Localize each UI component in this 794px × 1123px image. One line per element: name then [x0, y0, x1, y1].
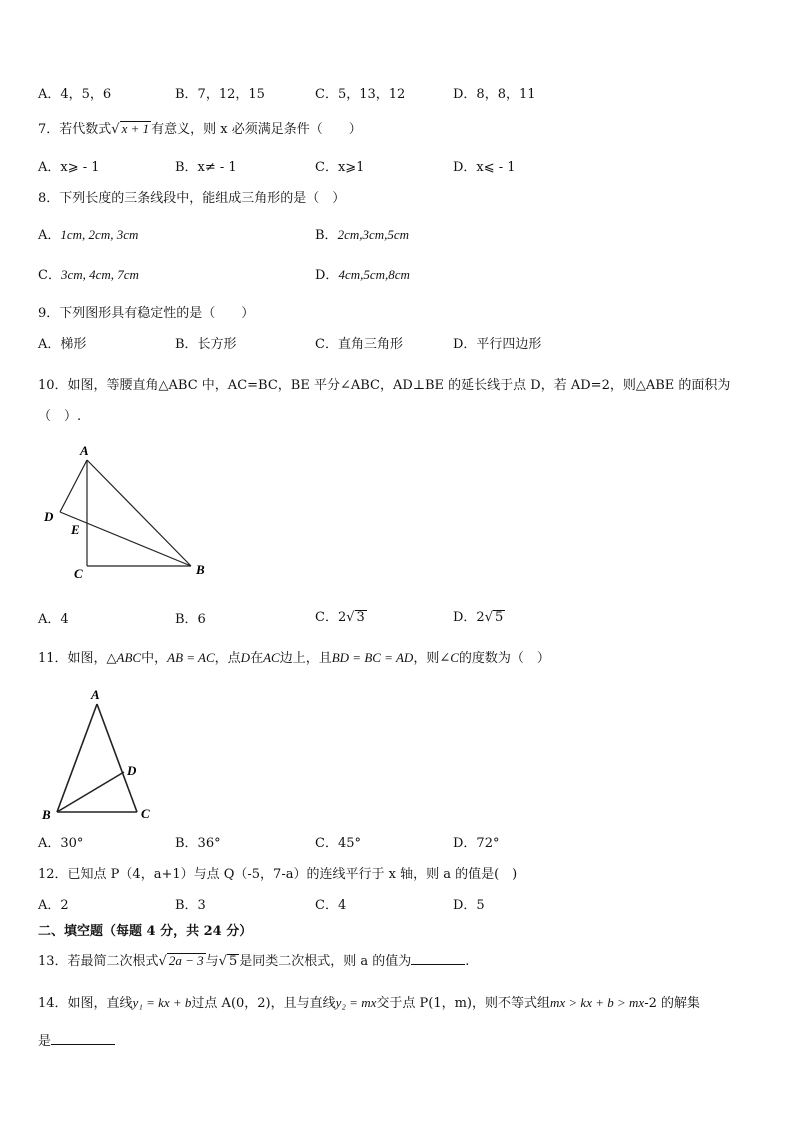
q6-option-b: B．7，12，15 — [175, 87, 265, 102]
q10-label-c: C — [74, 566, 83, 581]
q11-option-c: C．45° — [315, 836, 361, 851]
q11-label-a: A — [91, 687, 100, 702]
q6-option-d: D．8，8，11 — [453, 87, 536, 102]
q6-option-c: C．5，13，12 — [315, 87, 406, 102]
q11-label-c: C — [141, 806, 150, 821]
q11-stem: 11．如图，△ABC中，AB = AC，点D在AC边上，且BD = BC = AD，则∠C的度数为（ ） — [38, 650, 550, 666]
q13-answer-blank[interactable] — [411, 952, 465, 965]
q10-label-b: B — [196, 562, 205, 577]
q9-option-b: B．长方形 — [175, 337, 237, 352]
q7-option-c: C．x⩾1 — [315, 160, 365, 175]
q12-stem: 12．已知点 P（4，a+1）与点 Q（-5，7-a）的连线平行于 x 轴，则 a 的值是( ) — [38, 867, 518, 882]
q11-figure — [38, 682, 168, 827]
q10-figure — [38, 440, 228, 585]
q14-stem: 14．如图，直线y₁ = kx + b过点 A(0，2)，且与直线y₂ = mx交于点 P(1，m)，则不等式组mx > kx + b > mx-2 的解集 — [38, 995, 700, 1011]
q12-option-b: B．3 — [175, 898, 206, 913]
q9-option-d: D．平行四边形 — [453, 337, 542, 352]
q10-option-c: C．2√ 3 — [315, 610, 365, 625]
q10-stem: 10．如图，等腰直角△ABC 中，AC=BC，BE 平分∠ABC，AD⊥BE 的延长线于点 D，若 AD=2，则△ABE 的面积为 — [38, 378, 731, 393]
q8-option-c: C．3cm, 4cm, 7cm — [38, 267, 139, 283]
q10-label-a: A — [80, 443, 89, 458]
q7-suffix: 有意义，则 x 必须满足条件（ ） — [151, 122, 362, 137]
q8-option-b: B．2cm,3cm,5cm — [315, 227, 410, 243]
q10-option-b: B．6 — [175, 612, 206, 627]
q12-option-d: D．5 — [453, 898, 485, 913]
q14-answer-blank[interactable] — [51, 1032, 115, 1045]
section-fill-in-title: 二、填空题（每题 4 分，共 24 分） — [38, 924, 253, 939]
q12-option-c: C．4 — [315, 898, 347, 913]
q9-option-c: C．直角三角形 — [315, 337, 403, 352]
q7-stem — [38, 118, 362, 137]
q11-option-d: D．72° — [453, 836, 500, 851]
q10-label-e: E — [71, 522, 80, 537]
q11-option-a: A．30° — [38, 836, 84, 851]
q8-stem: 8．下列长度的三条线段中，能组成三角形的是（ ） — [38, 191, 346, 206]
q10-option-d: D．2√ 5 — [453, 610, 504, 625]
q7-radical: √ x + 1 — [111, 121, 150, 137]
q9-stem: 9．下列图形具有稳定性的是（ ） — [38, 306, 255, 321]
q10-stem-cont: （ ）. — [38, 409, 82, 424]
q12-option-a: A．2 — [38, 898, 69, 913]
q13-stem: 13．若最简二次根式√ 2a − 3 与√ 5 是同类二次根式，则 a 的值为 . — [38, 953, 470, 969]
q7-option-d: D．x⩽ - 1 — [453, 160, 516, 175]
q8-option-d: D．4cm,5cm,8cm — [315, 267, 410, 283]
q14-stem-cont: 是 — [38, 1030, 115, 1049]
q8-option-a: A．1cm, 2cm, 3cm — [38, 227, 139, 243]
q10-label-d: D — [44, 509, 54, 524]
q7-option-b: B．x≠ - 1 — [175, 160, 237, 175]
q7-prefix: 7．若代数式 — [38, 122, 112, 137]
q11-label-d: D — [127, 763, 137, 778]
q10-option-a: A．4 — [38, 612, 69, 627]
q11-label-b: B — [42, 807, 51, 822]
q9-option-a: A．梯形 — [38, 337, 87, 352]
q11-option-b: B．36° — [175, 836, 221, 851]
q6-option-a: A．4，5，6 — [38, 87, 112, 102]
q7-option-a: A．x⩾ - 1 — [38, 160, 100, 175]
